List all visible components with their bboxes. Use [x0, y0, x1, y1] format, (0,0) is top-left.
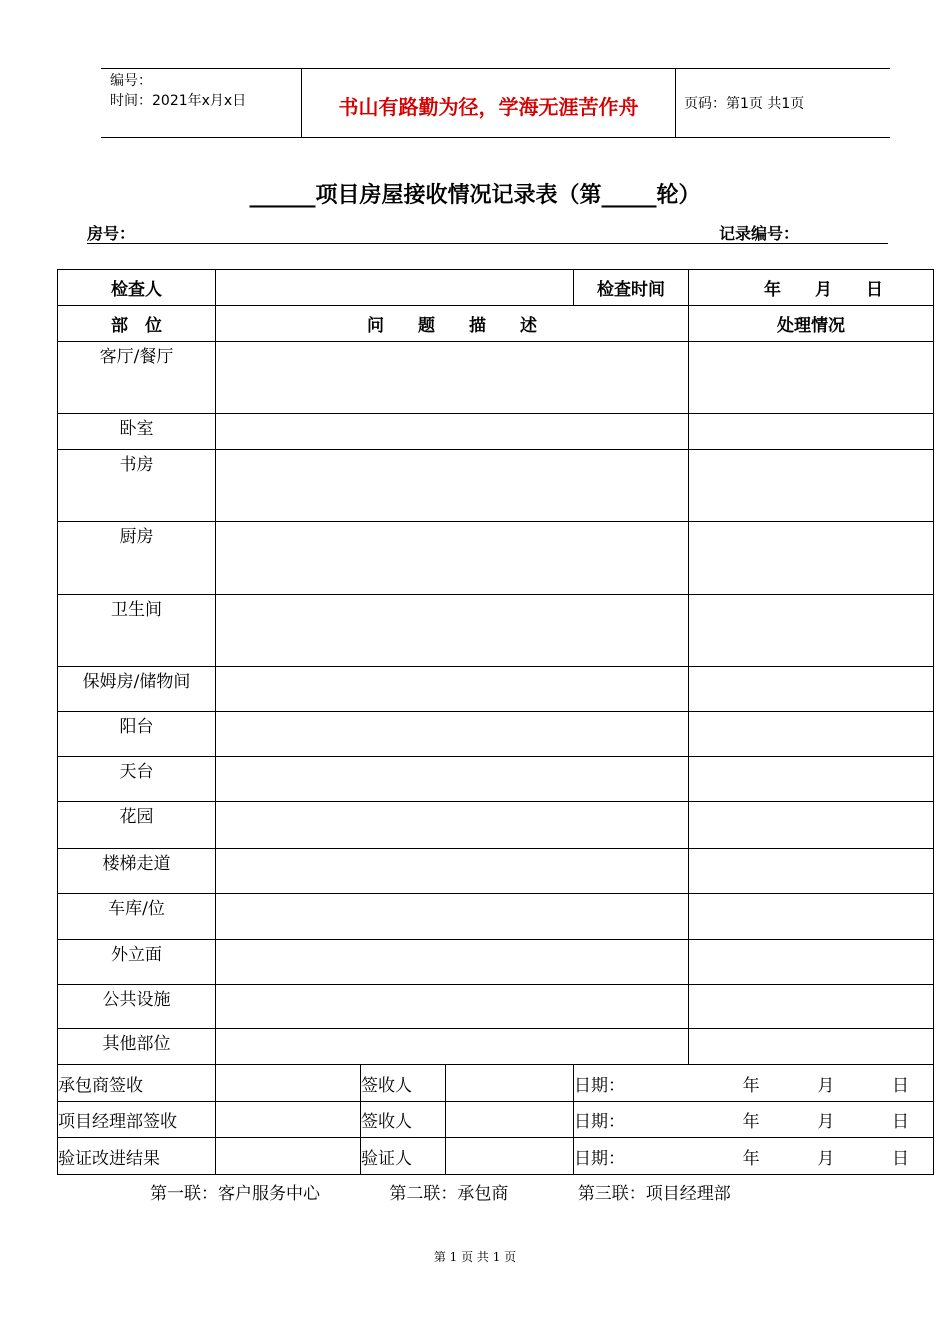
signoff-month: 月	[817, 1148, 835, 1169]
part-label: 卫生间	[58, 595, 216, 667]
table-row	[58, 595, 934, 667]
table-row	[58, 1029, 934, 1065]
signoff-date-label: 日期：	[574, 1112, 626, 1132]
signoff-year: 年	[742, 1112, 760, 1132]
desc-field[interactable]	[216, 894, 689, 940]
desc-field[interactable]	[216, 985, 689, 1029]
part-label: 阳台	[58, 712, 216, 757]
signoff-row	[58, 1065, 934, 1102]
date-year: 年	[764, 280, 782, 300]
handle-field[interactable]	[689, 894, 934, 940]
signoff-signer-field[interactable]	[446, 1065, 574, 1102]
table-row	[58, 522, 934, 595]
table-row	[58, 849, 934, 894]
header-divider	[675, 69, 676, 137]
inspector-row	[58, 270, 934, 306]
part-label: 外立面	[58, 940, 216, 985]
inspector-field[interactable]	[216, 270, 574, 306]
handle-field[interactable]	[689, 712, 934, 757]
desc-field[interactable]	[216, 1029, 689, 1065]
header-page-info: 页码：第1页 共1页	[684, 96, 805, 112]
date-day: 日	[866, 280, 884, 300]
date-month: 月	[815, 280, 833, 300]
signoff-date-label: 日期：	[574, 1148, 626, 1169]
header-motto: 书山有路勤为径，学海无涯苦作舟	[338, 95, 639, 119]
table-row	[58, 802, 934, 849]
handle-field[interactable]	[689, 414, 934, 450]
signoff-month: 月	[817, 1075, 835, 1096]
page-header	[101, 68, 890, 138]
handle-field[interactable]	[689, 757, 934, 802]
copy-distribution	[150, 1179, 795, 1204]
signoff-label: 承包商签收	[58, 1065, 216, 1102]
handle-field[interactable]	[689, 802, 934, 849]
handle-field[interactable]	[689, 985, 934, 1029]
column-header-row	[58, 306, 934, 342]
inspector-label: 检查人	[58, 270, 216, 306]
signoff-day: 日	[891, 1075, 909, 1096]
desc-field[interactable]	[216, 450, 689, 522]
table-row	[58, 940, 934, 985]
room-number-label: 房号：	[87, 224, 136, 243]
desc-field[interactable]	[216, 414, 689, 450]
copy-1: 第一联：客户服务中心	[150, 1184, 320, 1204]
part-label: 公共设施	[58, 985, 216, 1029]
page-number: 第 1 页 共 1 页	[433, 1250, 517, 1264]
col-part-header: 部 位	[58, 306, 216, 342]
col-desc-header: 问 题 描 述	[216, 306, 689, 342]
handle-field[interactable]	[689, 1029, 934, 1065]
handle-field[interactable]	[689, 522, 934, 595]
signoff-date[interactable]	[574, 1138, 934, 1175]
desc-field[interactable]	[216, 757, 689, 802]
part-label: 天台	[58, 757, 216, 802]
signoff-field[interactable]	[216, 1065, 361, 1102]
record-number-label: 记录编号：	[719, 224, 800, 243]
signoff-date[interactable]	[574, 1102, 934, 1138]
desc-field[interactable]	[216, 667, 689, 712]
col-handle-header: 处理情况	[689, 306, 934, 342]
signoff-label: 项目经理部签收	[58, 1102, 216, 1138]
signoff-year: 年	[742, 1075, 760, 1096]
part-label: 保姆房/储物间	[58, 667, 216, 712]
part-label: 客厅/餐厅	[58, 342, 216, 414]
handle-field[interactable]	[689, 450, 934, 522]
signoff-label: 验证改进结果	[58, 1138, 216, 1175]
desc-field[interactable]	[216, 522, 689, 595]
handle-field[interactable]	[689, 667, 934, 712]
desc-field[interactable]	[216, 712, 689, 757]
room-line	[87, 219, 888, 244]
signoff-row	[58, 1138, 934, 1175]
header-meta	[110, 71, 246, 111]
signoff-field[interactable]	[216, 1102, 361, 1138]
table-row	[58, 757, 934, 802]
signoff-date-label: 日期：	[574, 1075, 626, 1096]
table-row	[58, 450, 934, 522]
handle-field[interactable]	[689, 342, 934, 414]
desc-field[interactable]	[216, 342, 689, 414]
handle-field[interactable]	[689, 940, 934, 985]
header-number-label: 编号：	[110, 73, 152, 89]
signoff-day: 日	[891, 1148, 909, 1169]
signoff-month: 月	[817, 1112, 835, 1132]
table-row	[58, 985, 934, 1029]
desc-field[interactable]	[216, 940, 689, 985]
table-row	[58, 342, 934, 414]
table-row	[58, 894, 934, 940]
desc-field[interactable]	[216, 802, 689, 849]
part-label: 其他部位	[58, 1029, 216, 1065]
part-label: 卧室	[58, 414, 216, 450]
part-label: 车库/位	[58, 894, 216, 940]
table-row	[58, 414, 934, 450]
inspect-date-field[interactable]	[689, 270, 934, 306]
part-label: 花园	[58, 802, 216, 849]
header-time-label: 时间：2021年x月x日	[110, 93, 247, 109]
inspect-time-label: 检查时间	[574, 270, 689, 306]
signoff-field[interactable]	[216, 1138, 361, 1175]
part-label: 书房	[58, 450, 216, 522]
handle-field[interactable]	[689, 595, 934, 667]
table-row	[58, 667, 934, 712]
signoff-year: 年	[742, 1148, 760, 1169]
part-label: 楼梯走道	[58, 849, 216, 894]
desc-field[interactable]	[216, 595, 689, 667]
signoff-date[interactable]	[574, 1065, 934, 1102]
copy-3: 第三联：项目经理部	[577, 1184, 731, 1204]
table-row	[58, 712, 934, 757]
handle-field[interactable]	[689, 849, 934, 894]
part-label: 厨房	[58, 522, 216, 595]
copy-2: 第二联：承包商	[389, 1184, 509, 1204]
form-title: ______项目房屋接收情况记录表（第_____轮）	[249, 183, 701, 208]
signoff-signer-field[interactable]	[446, 1138, 574, 1175]
inspection-table	[57, 269, 934, 1175]
signoff-day: 日	[891, 1112, 909, 1132]
signoff-role: 签收人	[361, 1065, 446, 1102]
signoff-role: 签收人	[361, 1102, 446, 1138]
signoff-row	[58, 1102, 934, 1138]
desc-field[interactable]	[216, 849, 689, 894]
signoff-signer-field[interactable]	[446, 1102, 574, 1138]
signoff-role: 验证人	[361, 1138, 446, 1175]
